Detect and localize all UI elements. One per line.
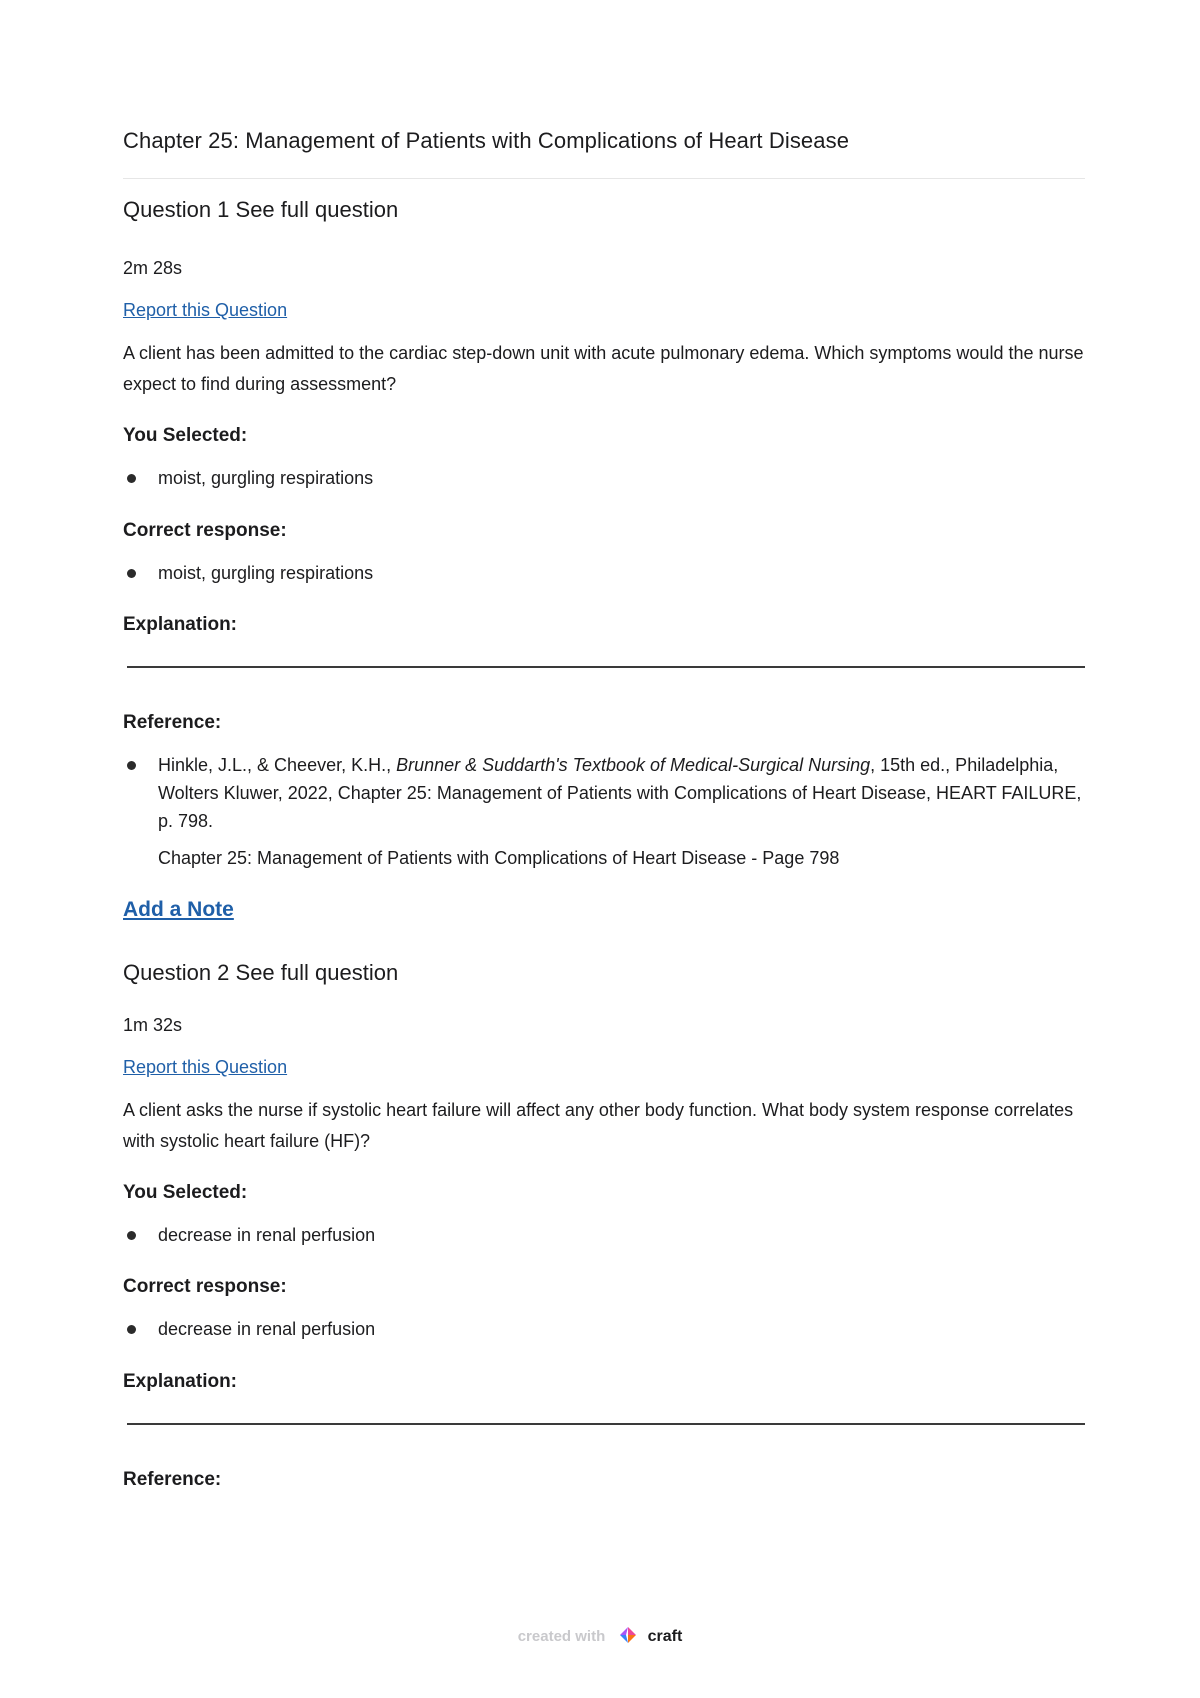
question-2-report-link[interactable]: Report this Question	[123, 1057, 288, 1077]
question-1-correct-label: Correct response:	[123, 520, 287, 541]
bullet-icon	[127, 761, 136, 770]
reference-book-title: Brunner & Suddarth's Textbook of Medical-Surgical Nursing	[396, 755, 871, 775]
question-1-reference-label: Reference:	[123, 712, 222, 733]
title-divider	[123, 178, 1085, 179]
question-2-selected-label: You Selected:	[123, 1182, 248, 1203]
question-2-time: 1m 32s	[123, 1015, 183, 1035]
footer-brand: craft	[647, 1628, 683, 1645]
explanation-divider	[127, 1423, 1085, 1425]
craft-logo-icon	[617, 1626, 639, 1648]
question-1-time: 2m 28s	[123, 258, 183, 278]
bullet-icon	[127, 1231, 136, 1240]
question-2-text: A client asks the nurse if systolic heart failure will affect any other body function. What body system response correlates with systolic heart failure (HF)?	[123, 1100, 1074, 1151]
question-1-report-link[interactable]: Report this Question	[123, 300, 288, 320]
question-1-selected-label: You Selected:	[123, 425, 248, 446]
question-2-correct-label: Correct response:	[123, 1276, 287, 1297]
footer-created-with: created with	[517, 1627, 606, 1645]
reference-authors: Hinkle, J.L., & Cheever, K.H.,	[158, 755, 397, 775]
bullet-icon	[127, 474, 136, 483]
bullet-icon	[127, 1325, 136, 1334]
explanation-divider	[127, 666, 1085, 668]
reference-details: , 15th ed., Philadelphia, Wolters Kluwer, 2022, Chapter 25: Management of Patients with Complications of Heart Disease, HEART FAILURE, p. 798.	[158, 755, 1082, 831]
question-2-explanation-label: Explanation:	[123, 1371, 238, 1392]
question-1-heading[interactable]: Question 1 See full question	[123, 197, 399, 222]
question-1-text: A client has been admitted to the cardiac step-down unit with acute pulmonary edema. Which symptoms would the nurse expect to find during assessment?	[123, 343, 1084, 394]
question-2-reference-label: Reference:	[123, 1469, 222, 1490]
add-note-link[interactable]: Add a Note	[123, 898, 234, 921]
question-1-explanation-label: Explanation:	[123, 614, 238, 635]
bullet-icon	[127, 569, 136, 578]
question-1-reference-page: Chapter 25: Management of Patients with Complications of Heart Disease - Page 798	[158, 848, 840, 868]
document-title: Chapter 25: Management of Patients with Complications of Heart Disease	[123, 128, 850, 153]
footer-credit	[0, 1626, 1200, 1648]
question-2-heading[interactable]: Question 2 See full question	[123, 960, 399, 985]
